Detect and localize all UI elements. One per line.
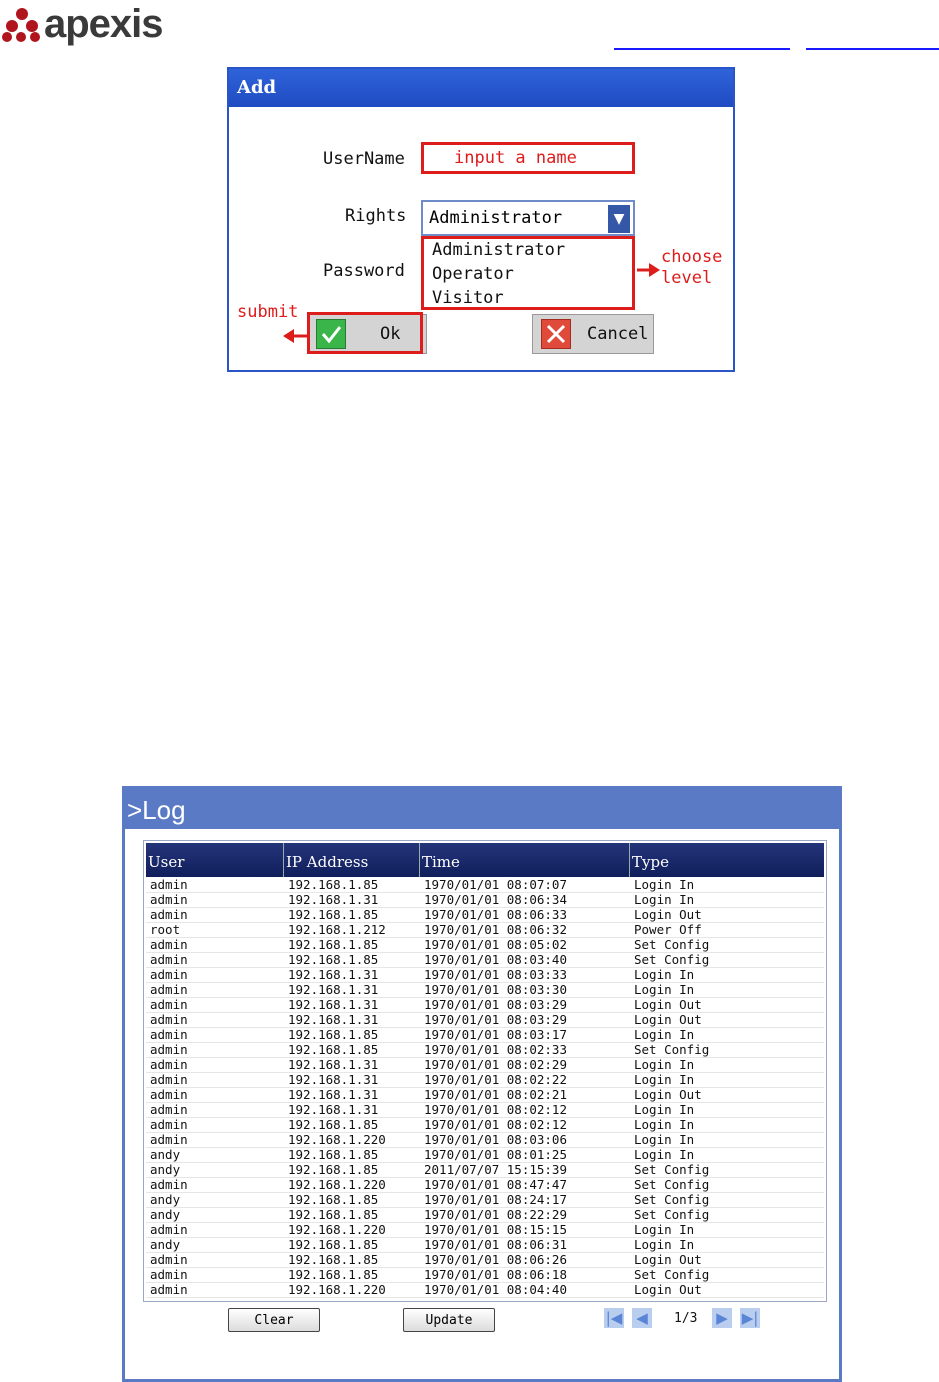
cell-user: admin: [150, 1282, 188, 1297]
cell-user: andy: [150, 1237, 181, 1252]
cell-type: Set Config: [634, 1207, 710, 1222]
rights-select[interactable]: [421, 200, 635, 236]
cell-user: admin: [150, 982, 188, 997]
cell-user: admin: [150, 952, 188, 967]
cell-ip: 192.168.1.85: [288, 1042, 379, 1057]
first-page-icon[interactable]: |◀: [605, 1309, 623, 1327]
cell-user: andy: [150, 1192, 181, 1207]
cell-ip: 192.168.1.85: [288, 1027, 379, 1042]
cell-type: Login In: [634, 1027, 695, 1042]
cell-type: Login In: [634, 1057, 695, 1072]
cell-user: root: [150, 922, 181, 937]
cell-time: 2011/07/07 15:15:39: [424, 1162, 567, 1177]
rights-label: Rights: [345, 206, 407, 226]
cell-ip: 192.168.1.85: [288, 1117, 379, 1132]
logo-dots-icon: [2, 4, 42, 44]
table-row: [146, 1073, 824, 1088]
cell-ip: 192.168.1.31: [288, 982, 379, 997]
cell-time: 1970/01/01 08:03:29: [424, 997, 567, 1012]
username-input[interactable]: [421, 142, 635, 174]
chevron-down-icon[interactable]: ▼: [607, 204, 631, 234]
table-row: [146, 1283, 824, 1298]
cell-type: Login In: [634, 967, 695, 982]
prev-page-icon[interactable]: ◀: [632, 1308, 652, 1328]
cell-ip: 192.168.1.85: [288, 1192, 379, 1207]
rights-selected-value: Administrator: [429, 208, 563, 228]
page-indicator: 1/3: [674, 1311, 698, 1326]
table-row: [146, 1013, 824, 1028]
cell-time: 1970/01/01 08:06:34: [424, 892, 567, 907]
cell-ip: 192.168.1.85: [288, 907, 379, 922]
cell-user: admin: [150, 1252, 188, 1267]
annotation-submit: submit: [237, 302, 299, 322]
cell-type: Power Off: [634, 922, 702, 937]
cell-type: Login In: [634, 1147, 695, 1162]
cell-time: 1970/01/01 08:04:40: [424, 1282, 567, 1297]
cell-time: 1970/01/01 08:07:07: [424, 877, 567, 892]
dialog-title: Add: [229, 69, 733, 107]
cell-ip: 192.168.1.31: [288, 1057, 379, 1072]
column-header-user: User: [146, 843, 284, 877]
table-row: [146, 1148, 824, 1163]
table-row: [146, 1238, 824, 1253]
cell-type: Login Out: [634, 907, 702, 922]
username-label: UserName: [323, 149, 405, 169]
table-row: [146, 938, 824, 953]
annotation-level: level: [661, 268, 713, 288]
cell-type: Login In: [634, 1222, 695, 1237]
table-row: [146, 1253, 824, 1268]
cell-type: Login In: [634, 892, 695, 907]
cell-time: 1970/01/01 08:06:33: [424, 907, 567, 922]
table-row: [146, 1178, 824, 1193]
cell-ip: 192.168.1.220: [288, 1282, 386, 1297]
cell-time: 1970/01/01 08:06:18: [424, 1267, 567, 1282]
cell-type: Set Config: [634, 1162, 710, 1177]
ok-highlight-box: [307, 312, 423, 354]
username-placeholder: input a name: [454, 148, 577, 168]
cell-user: admin: [150, 1087, 188, 1102]
table-row: [146, 953, 824, 968]
cell-type: Login Out: [634, 1282, 702, 1297]
update-button[interactable]: Update: [403, 1308, 495, 1332]
table-row: [146, 1088, 824, 1103]
cell-ip: 192.168.1.31: [288, 1087, 379, 1102]
cell-ip: 192.168.1.220: [288, 1222, 386, 1237]
column-header-ip: IP Address: [284, 843, 420, 877]
cell-type: Login In: [634, 1117, 695, 1132]
cell-ip: 192.168.1.31: [288, 1012, 379, 1027]
cell-user: admin: [150, 967, 188, 982]
cancel-button[interactable]: [532, 314, 654, 354]
rights-option[interactable]: Administrator: [432, 240, 566, 260]
table-row: [146, 1043, 824, 1058]
next-page-icon[interactable]: ▶: [712, 1308, 732, 1328]
table-row: [146, 1118, 824, 1133]
cell-type: Login Out: [634, 997, 702, 1012]
add-user-dialog: [227, 67, 735, 372]
cell-ip: 192.168.1.85: [288, 1162, 379, 1177]
table-row: [146, 998, 824, 1013]
cell-user: admin: [150, 1072, 188, 1087]
cell-user: andy: [150, 1162, 181, 1177]
table-row: [146, 1103, 824, 1118]
cell-type: Login In: [634, 877, 695, 892]
cell-ip: 192.168.1.85: [288, 1147, 379, 1162]
table-row: [146, 1208, 824, 1223]
cell-time: 1970/01/01 08:01:25: [424, 1147, 567, 1162]
cell-user: admin: [150, 937, 188, 952]
cell-time: 1970/01/01 08:24:17: [424, 1192, 567, 1207]
table-row: [146, 1058, 824, 1073]
cell-user: admin: [150, 907, 188, 922]
cell-time: 1970/01/01 08:03:40: [424, 952, 567, 967]
cell-ip: 192.168.1.31: [288, 1102, 379, 1117]
cell-type: Login Out: [634, 1252, 702, 1267]
cancel-label: Cancel: [587, 324, 649, 344]
log-title: >Log: [125, 789, 839, 829]
cell-time: 1970/01/01 08:06:32: [424, 922, 567, 937]
cell-user: admin: [150, 1042, 188, 1057]
cell-ip: 192.168.1.31: [288, 967, 379, 982]
table-row: [146, 1028, 824, 1043]
cell-ip: 192.168.1.85: [288, 1237, 379, 1252]
column-header-type: Type: [632, 853, 669, 871]
log-table-body: [146, 878, 824, 1298]
cell-time: 1970/01/01 08:02:12: [424, 1117, 567, 1132]
table-row: [146, 908, 824, 923]
cell-time: 1970/01/01 08:03:30: [424, 982, 567, 997]
annotation-arrow-right-icon: [637, 262, 661, 278]
cell-type: Login In: [634, 1237, 695, 1252]
cell-user: admin: [150, 1102, 188, 1117]
header-link-1[interactable]: [614, 48, 790, 50]
logo-text: apexis: [44, 2, 163, 46]
cell-type: Login Out: [634, 1087, 702, 1102]
cell-ip: 192.168.1.31: [288, 892, 379, 907]
table-row: [146, 923, 824, 938]
apexis-logo: [2, 2, 163, 46]
cell-user: andy: [150, 1207, 181, 1222]
cell-user: admin: [150, 1177, 188, 1192]
cell-time: 1970/01/01 08:02:22: [424, 1072, 567, 1087]
log-panel: [122, 786, 842, 1382]
last-page-icon[interactable]: ▶|: [741, 1309, 759, 1327]
password-label: Password: [323, 261, 405, 281]
cell-ip: 192.168.1.85: [288, 877, 379, 892]
cell-user: admin: [150, 1012, 188, 1027]
cell-time: 1970/01/01 08:02:29: [424, 1057, 567, 1072]
cell-user: admin: [150, 1027, 188, 1042]
cell-user: andy: [150, 1147, 181, 1162]
cell-ip: 192.168.1.85: [288, 1252, 379, 1267]
cell-user: admin: [150, 892, 188, 907]
cell-type: Set Config: [634, 1192, 710, 1207]
cell-type: Set Config: [634, 1267, 710, 1282]
cell-time: 1970/01/01 08:03:17: [424, 1027, 567, 1042]
cell-ip: 192.168.1.212: [288, 922, 386, 937]
cell-time: 1970/01/01 08:15:15: [424, 1222, 567, 1237]
column-header-time: Time: [420, 843, 630, 877]
ok-label: Ok: [380, 324, 401, 344]
annotation-arrow-left-icon: [283, 328, 309, 344]
cell-type: Set Config: [634, 1042, 710, 1057]
cell-user: admin: [150, 1132, 188, 1147]
cell-time: 1970/01/01 08:06:26: [424, 1252, 567, 1267]
table-row: [146, 983, 824, 998]
table-row: [146, 893, 824, 908]
cell-time: 1970/01/01 08:05:02: [424, 937, 567, 952]
table-row: [146, 1163, 824, 1178]
header-link-2[interactable]: [806, 48, 939, 50]
cell-time: 1970/01/01 08:03:29: [424, 1012, 567, 1027]
cell-type: Set Config: [634, 937, 710, 952]
cell-user: admin: [150, 1057, 188, 1072]
table-row: [146, 1193, 824, 1208]
table-row: [146, 1223, 824, 1238]
table-row: [146, 968, 824, 983]
cell-type: Set Config: [634, 1177, 710, 1192]
annotation-choose: choose: [661, 247, 723, 267]
cell-ip: 192.168.1.85: [288, 1267, 379, 1282]
cell-time: 1970/01/01 08:22:29: [424, 1207, 567, 1222]
cell-user: admin: [150, 1117, 188, 1132]
cell-ip: 192.168.1.85: [288, 1207, 379, 1222]
cell-type: Login In: [634, 1102, 695, 1117]
cell-time: 1970/01/01 08:06:31: [424, 1237, 567, 1252]
log-table-header: [146, 843, 824, 877]
cell-type: Set Config: [634, 952, 710, 967]
cell-type: Login Out: [634, 1012, 702, 1027]
cell-user: admin: [150, 1267, 188, 1282]
table-row: [146, 878, 824, 893]
cell-ip: 192.168.1.220: [288, 1132, 386, 1147]
close-icon: [541, 319, 571, 349]
cell-time: 1970/01/01 08:02:33: [424, 1042, 567, 1057]
rights-dropdown-list: [421, 236, 635, 310]
table-row: [146, 1133, 824, 1148]
table-row: [146, 1268, 824, 1283]
cell-time: 1970/01/01 08:47:47: [424, 1177, 567, 1192]
cell-user: admin: [150, 877, 188, 892]
cell-user: admin: [150, 997, 188, 1012]
cell-time: 1970/01/01 08:03:06: [424, 1132, 567, 1147]
cell-user: admin: [150, 1222, 188, 1237]
cell-time: 1970/01/01 08:03:33: [424, 967, 567, 982]
cell-type: Login In: [634, 1132, 695, 1147]
cell-type: Login In: [634, 982, 695, 997]
log-table: [143, 840, 827, 1302]
cell-ip: 192.168.1.31: [288, 997, 379, 1012]
clear-button[interactable]: Clear: [228, 1308, 320, 1332]
cell-ip: 192.168.1.85: [288, 937, 379, 952]
cell-ip: 192.168.1.31: [288, 1072, 379, 1087]
rights-option[interactable]: Operator: [432, 264, 514, 284]
cell-ip: 192.168.1.85: [288, 952, 379, 967]
cell-time: 1970/01/01 08:02:21: [424, 1087, 567, 1102]
cell-type: Login In: [634, 1072, 695, 1087]
cell-time: 1970/01/01 08:02:12: [424, 1102, 567, 1117]
cell-ip: 192.168.1.220: [288, 1177, 386, 1192]
rights-option[interactable]: Visitor: [432, 288, 504, 308]
